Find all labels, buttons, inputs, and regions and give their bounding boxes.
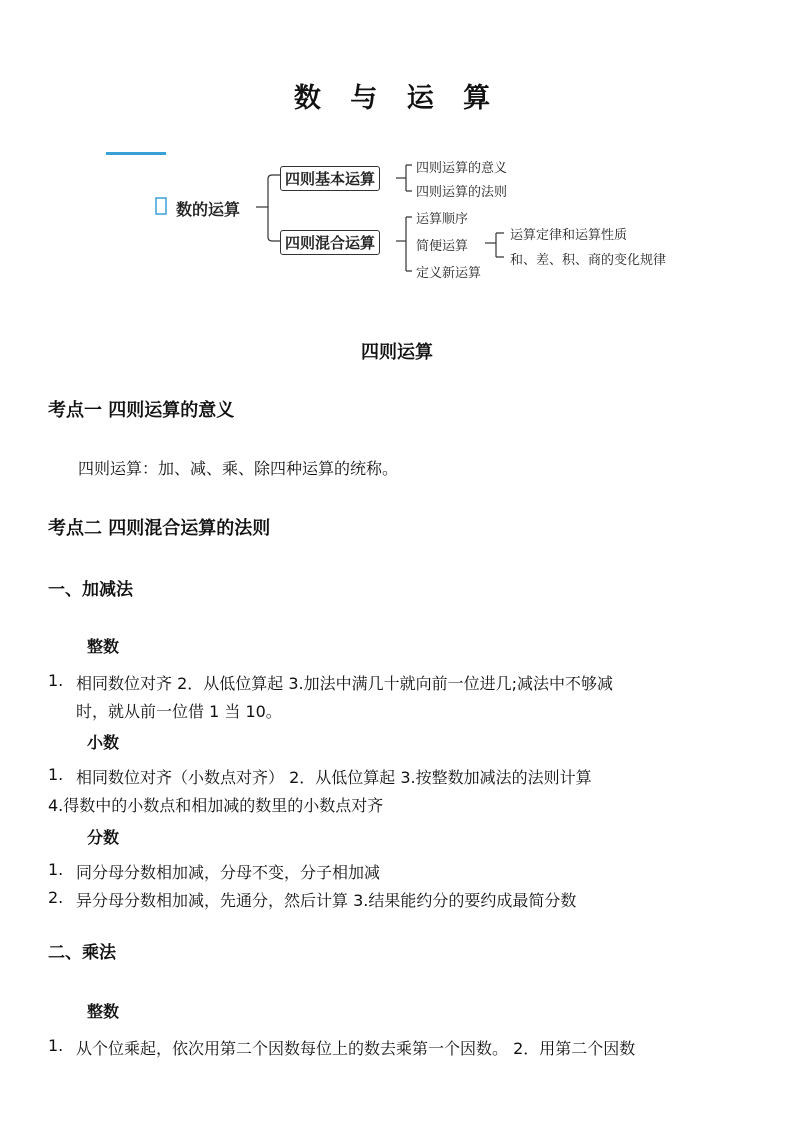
add-fraction-label: 分数: [87, 828, 120, 847]
branch2-child-3: 定义新运算: [416, 266, 482, 281]
multiply-integer-num-1: 1.: [48, 1036, 64, 1055]
multiply-integer-label: 整数: [87, 1002, 120, 1021]
add-fraction-num-2: 2.: [48, 888, 64, 907]
branch2-node: 四则混合运算: [280, 230, 380, 255]
add-fraction-line-1: 同分母分数相加减，分母不变，分子相加减: [76, 863, 381, 882]
add-sub-heading: 一、加减法: [48, 580, 133, 600]
add-decimal-num-1: 1.: [48, 765, 64, 784]
add-fraction-line-2: 异分母分数相加减，先通分，然后计算 3.结果能约分的要约成最简分数: [76, 891, 577, 910]
root-brace-bottom: [268, 207, 280, 241]
book-icon: [156, 198, 166, 214]
add-decimal-line-2: 4.得数中的小数点和相加减的数里的小数点对齐: [48, 796, 384, 815]
point2-heading: 考点二 四则混合运算的法则: [48, 518, 271, 539]
add-fraction-num-1: 1.: [48, 860, 64, 879]
accent-bar: [106, 152, 166, 155]
simple-child-1: 运算定律和运算性质: [510, 228, 628, 243]
add-integer-line-1: 相同数位对齐 2．从低位算起 3.加法中满几十就向前一位进几;减法中不够减: [76, 674, 614, 693]
branch2-child-1: 运算顺序: [416, 212, 469, 227]
add-decimal-line-1: 相同数位对齐（小数点对齐） 2．从低位算起 3.按整数加减法的法则计算: [76, 768, 592, 787]
concept-map: [100, 145, 700, 285]
page-title: 数 与 运 算: [293, 83, 501, 114]
add-integer-label: 整数: [87, 637, 120, 656]
branch1-child-2: 四则运算的法则: [416, 185, 508, 200]
simple-child-2: 和、差、积、商的变化规律: [510, 253, 667, 268]
add-integer-line-2: 时，就从前一位借 1 当 10。: [76, 702, 282, 721]
multiply-integer-line-1: 从个位乘起，依次用第二个因数每位上的数去乘第一个因数。 2．用第二个因数: [76, 1039, 636, 1058]
branch1-child-1: 四则运算的意义: [416, 161, 508, 176]
point1-text: 四则运算：加、减、乘、除四种运算的统称。: [78, 459, 399, 478]
point1-heading: 考点一 四则运算的意义: [48, 400, 235, 421]
root-node: 数的运算: [176, 200, 241, 219]
add-integer-num-1: 1.: [48, 671, 64, 690]
section-title: 四则运算: [361, 342, 433, 363]
branch1-node: 四则基本运算: [280, 166, 380, 191]
add-decimal-label: 小数: [87, 733, 120, 752]
branch2-child-2: 简便运算: [416, 239, 469, 254]
multiply-heading: 二、乘法: [48, 943, 116, 963]
root-brace-top: [268, 175, 280, 207]
